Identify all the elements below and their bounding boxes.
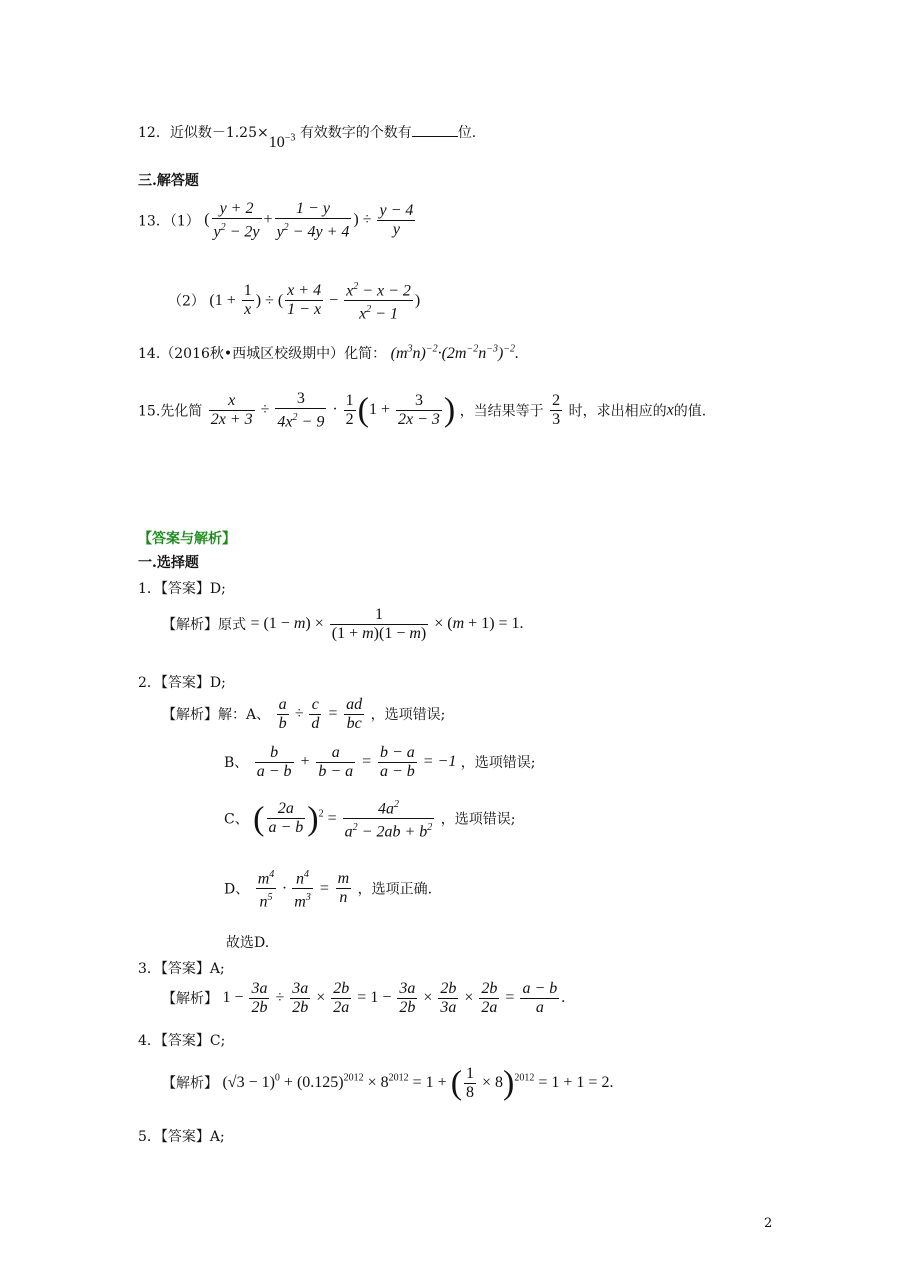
q15-var: x [666, 401, 674, 419]
answers-title: 【答案与解析】 [138, 531, 236, 547]
a2-A-expression: $\frac{a}{b}$ ÷ $\frac{c}{d}$ = $\frac{ad}{bc}$ [278, 696, 363, 732]
question-12 [138, 122, 477, 151]
question-14 [138, 343, 519, 363]
q15-prefix: 15.先化简 [138, 403, 203, 420]
question-13-part-2 [168, 278, 420, 324]
q15-expression: $\frac{x}{2x + 3}$ ÷ $\frac{3}{4x^2 - 9}$ · $\frac{1}{2}$ (1 + $\frac{3}{2x - 3}$ ) [210, 390, 456, 431]
q12-power: $10^{-3}$ [268, 132, 296, 151]
q13-label: 13．（1） [138, 213, 200, 230]
q12-prefix: 12．近似数－1.25× [138, 125, 269, 141]
question-15 [138, 390, 706, 431]
answer-2-option-B: B、 $\frac{b}{a - b}$ + $\frac{a}{b - a}$ = $\frac{b - a}{a - b}$ = −1 ，选项错误; [224, 744, 536, 780]
a3-expression: 1 − $\frac{3a}{2b}$ ÷ $\frac{3a}{2b}$ × $\frac{2b}{2a}$ = 1 − $\frac{3a}{2b}$ × $\frac{2b}{3a}$ × $\frac{2b}{2a}$ = $\frac{a - b}{a}$ . [222, 980, 566, 1016]
answer-1-label: 1．【答案】D; [138, 581, 226, 597]
q13-expression: ( $\frac{y + 2}{y^2 - 2y}$ + $\frac{1 - y}{y^2 - 4y + 4}$ ) ÷ $\frac{y - 4}{y}$ [204, 200, 414, 241]
answer-3-label: 3．【答案】A; [138, 961, 225, 977]
section-3-title: 三.解答题 [138, 173, 199, 189]
answers-section-1-title: 一.选择题 [138, 555, 199, 571]
q15-value: $\frac{2}{3}$ [552, 391, 561, 428]
a1-expression: = (1 − m) × $\frac{1}{(1 + m)(1 - m)}$ × (m + 1) = 1. [250, 606, 524, 642]
answer-3-analysis: 【解析】 1 − $\frac{3a}{2b}$ ÷ $\frac{3a}{2b}$ × $\frac{2b}{2a}$ = 1 − $\frac{3a}{2b}$ × $\frac{2b}{3a}$ × $\frac{2b}{2a}$ = $\frac{a - b}{a}$ . [162, 980, 566, 1016]
answer-4-analysis: 【解析】 $(√3 - 1)^0 + (0.125)^{2012} \times 8^{2012} = 1$ + ( $\frac{1}{8}$ × 8)$^{2012}$ = 1 + 1 = 2. [162, 1064, 614, 1101]
answer-2-conclusion: 故选D. [226, 935, 270, 951]
q15-middle: ，当结果等于 [459, 403, 544, 420]
answer-5-label: 5．【答案】A; [138, 1129, 225, 1145]
q14-expression: $(m^3n)^{-2}\cdot(2m^{-2}n^{-3})^{-2}$. [390, 343, 520, 362]
answer-2-option-C: C、 ( $\frac{2a}{a - b}$ )$^2$ = $\frac{4a^2}{a^2 - 2ab + b^2}$ ，选项错误; [224, 796, 515, 842]
page-number: 2 [764, 1216, 773, 1231]
q15-suffix1: 时，求出相应的 [568, 403, 667, 420]
q12-suffix: 有效数字的个数有 [299, 125, 412, 141]
q14-text: 14.（2016秋•西城区校级期中）化简： [138, 346, 387, 362]
q12-end: 位. [457, 125, 477, 141]
answer-4-label: 4．【答案】C; [138, 1033, 226, 1049]
q15-suffix2: 的值. [673, 403, 707, 420]
a2-C-expression: ( $\frac{2a}{a - b}$ )$^2$ = $\frac{4a^2}{a^2 - 2ab + b^2}$ [253, 810, 436, 827]
answer-2-option-D: D、 $\frac{m^4}{n^5}$ · $\frac{n^4}{m^3}$ = $\frac{m}{n}$ ，选项正确. [224, 866, 432, 912]
q13-part2-label: （2） [168, 293, 205, 310]
question-13-part-1 [138, 200, 417, 241]
answer-blank [412, 122, 458, 137]
a2-B-expression: $\frac{b}{a - b}$ + $\frac{a}{b - a}$ = $\frac{b - a}{a - b}$ = −1 [256, 744, 457, 780]
answer-2-label: 2．【答案】D; [138, 675, 226, 691]
a2-D-expression: $\frac{m^4}{n^5}$ · $\frac{n^4}{m^3}$ = $\frac{m}{n}$ [254, 880, 353, 897]
q13-part2-expression: (1 + $\frac{1}{x}$ ) ÷ ( $\frac{x + 4}{1 - x}$ − $\frac{x^2 - x - 2}{x^2 - 1}$ ) [209, 292, 420, 309]
answer-2-option-A: 【解析】解：A、 $\frac{a}{b}$ ÷ $\frac{c}{d}$ = $\frac{ad}{bc}$ ，选项错误; [162, 696, 446, 732]
a4-expression: $(√3 - 1)^0 + (0.125)^{2012} \times 8^{2012} = 1$ + ( $\frac{1}{8}$ × 8)$^{2012}$ = 1 + 1 = 2. [222, 1064, 614, 1101]
answer-1-analysis: 【解析】原式 = (1 − m) × $\frac{1}{(1 + m)(1 - m)}$ × (m + 1) = 1. [162, 606, 524, 642]
